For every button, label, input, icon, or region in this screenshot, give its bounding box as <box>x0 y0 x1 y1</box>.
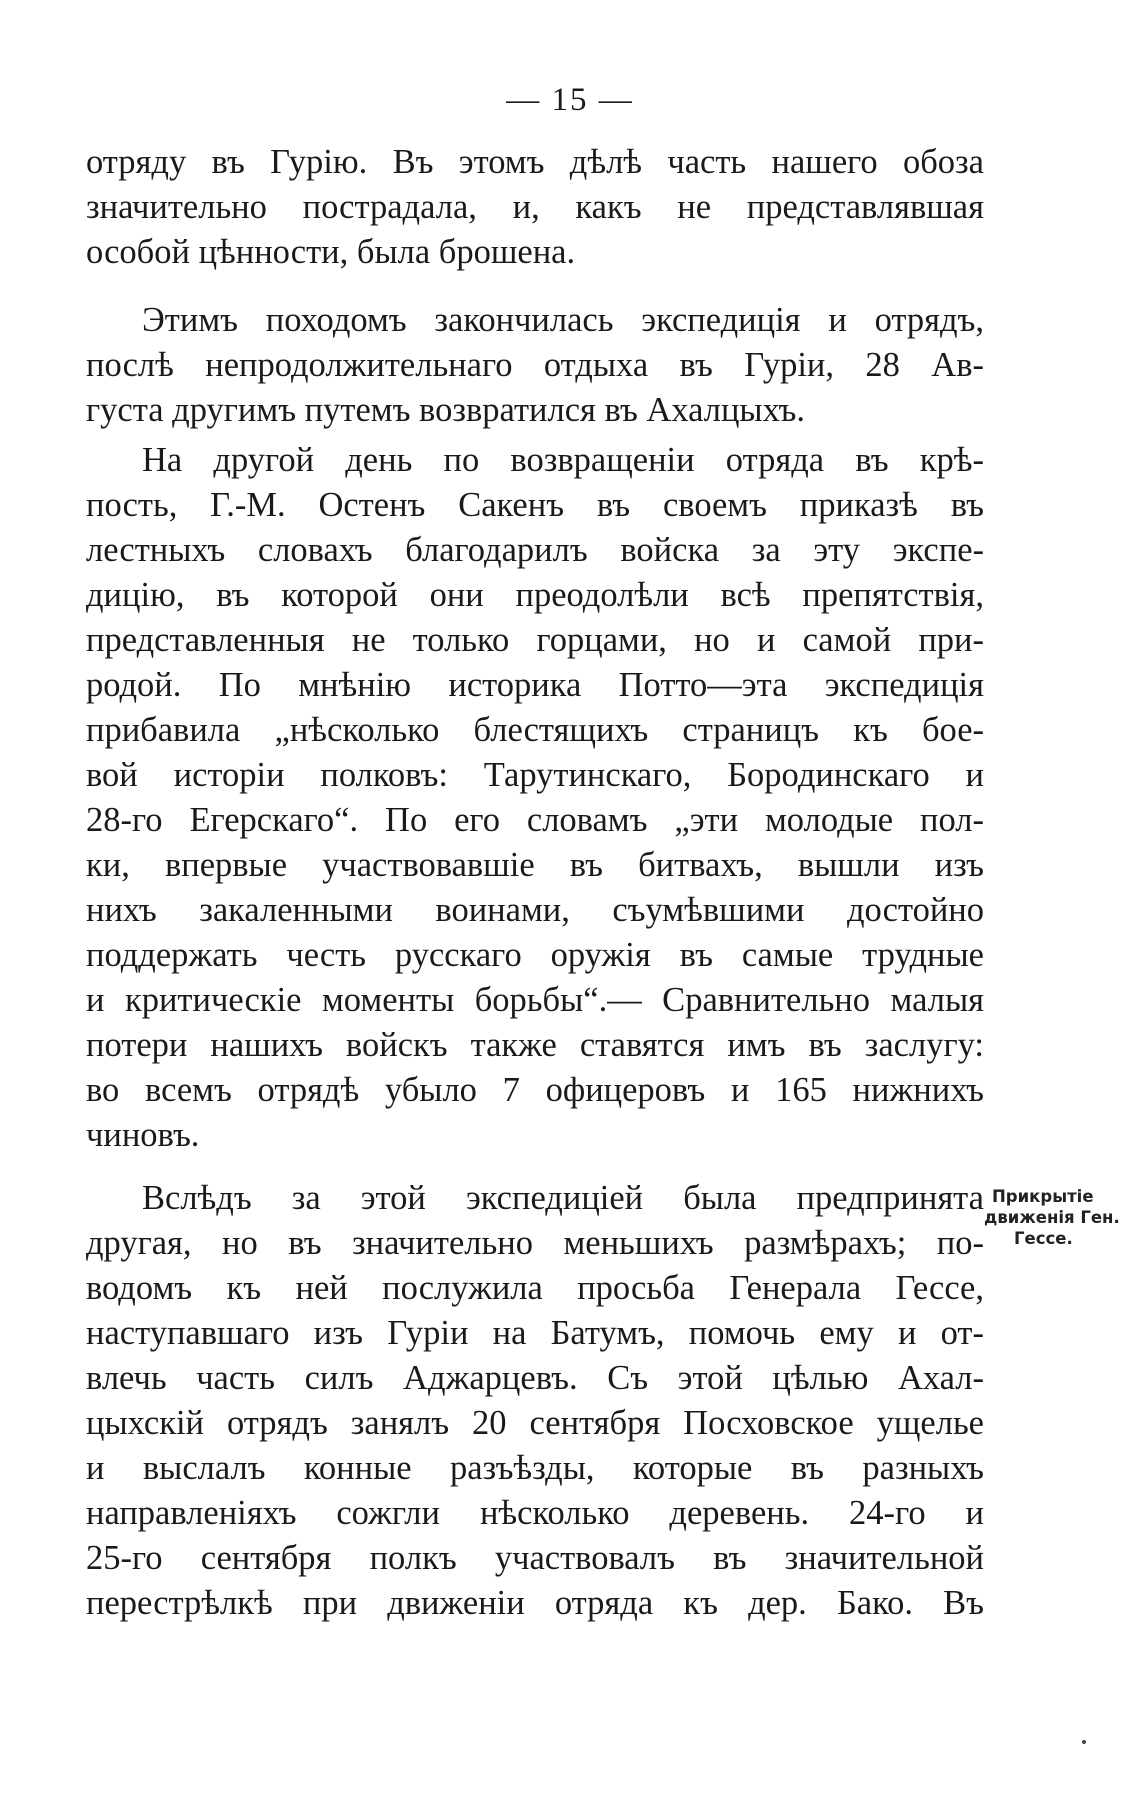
text-line: наступавшаго изъ Гуріи на Батумъ, помочь ему и от- <box>86 1314 984 1352</box>
margin-note-line: Гессе. <box>1014 1229 1073 1248</box>
text-line: На другой день по возвращеніи отряда въ крѣ- <box>142 441 984 479</box>
margin-note-line: Прикрытіе <box>992 1187 1094 1206</box>
text-line: густа другимъ путемъ возвратился въ Ахалцыхъ. <box>86 391 805 429</box>
text-line: 28-го Егерскаго“. По его словамъ „эти молодые пол- <box>86 801 984 839</box>
text-line: другая, но въ значительно меньшихъ размѣрахъ; по- <box>86 1224 984 1262</box>
text-line: отряду въ Гурію. Въ этомъ дѣлѣ часть нашего обоза <box>86 143 984 181</box>
paragraph-1 <box>86 140 984 275</box>
text-line: Вслѣдъ за этой экспедиціей была предпринята <box>142 1179 984 1217</box>
text-line: значительно пострадала, и, какъ не представлявшая <box>86 188 984 226</box>
text-line: пость, Г.-М. Остенъ Сакенъ въ своемъ приказѣ въ <box>86 486 984 524</box>
text-line: родой. По мнѣнію историка Потто—эта экспедиція <box>86 666 984 704</box>
text-line: вой исторіи полковъ: Тарутинскаго, Бородинскаго и <box>86 756 984 794</box>
text-line: лестныхъ словахъ благодарилъ войска за эту экспе- <box>86 531 984 569</box>
text-line: поддержать честь русскаго оружія въ самые трудные <box>86 936 984 974</box>
text-line: перестрѣлкѣ при движеніи отряда къ дер. Бако. Въ <box>86 1584 984 1622</box>
text-line: цыхскій отрядъ занялъ 20 сентября Посховское ущелье <box>86 1404 984 1442</box>
scan-speck <box>1082 1740 1086 1744</box>
text-line: прибавила „нѣсколько блестящихъ страницъ къ бое- <box>86 711 984 749</box>
text-line: и выслалъ конные разъѣзды, которые въ разныхъ <box>86 1449 984 1487</box>
text-line: влечь часть силъ Аджарцевъ. Съ этой цѣлью Ахал- <box>86 1359 984 1397</box>
paragraph-2 <box>86 298 984 433</box>
text-line: дицію, въ которой они преодолѣли всѣ препятствія, <box>86 576 984 614</box>
text-line: водомъ къ ней послужила просьба Генерала Гессе, <box>86 1269 984 1307</box>
text-line: Этимъ походомъ закончилась экспедиція и отрядъ, <box>142 301 984 339</box>
text-line: направленіяхъ сожгли нѣсколько деревень. 24-го и <box>86 1494 984 1532</box>
text-line: ки, впервые участвовавшіе въ битвахъ, вышли изъ <box>86 846 984 884</box>
margin-note <box>984 1186 1132 1249</box>
paragraph-3 <box>86 438 984 1158</box>
page-number: — 15 — <box>506 82 634 118</box>
text-line: послѣ непродолжительнаго отдыха въ Гуріи, 28 Ав- <box>86 346 984 384</box>
text-line: и критическіе моменты борьбы“.— Сравнительно малыя <box>86 981 984 1019</box>
text-line: чиновъ. <box>86 1116 200 1154</box>
text-line: представленныя не только горцами, но и самой при- <box>86 621 984 659</box>
margin-note-line: движенія Ген. <box>984 1208 1120 1227</box>
text-line: особой цѣнности, была брошена. <box>86 233 576 271</box>
text-line: во всемъ отрядѣ убыло 7 офицеровъ и 165 нижнихъ <box>86 1071 984 1109</box>
text-line: потери нашихъ войскъ также ставятся имъ въ заслугу: <box>86 1026 984 1064</box>
text-line: 25-го сентября полкъ участвовалъ въ значительной <box>86 1539 984 1577</box>
text-line: нихъ закаленными воинами, съумѣвшими достойно <box>86 891 984 929</box>
paragraph-4 <box>86 1176 984 1626</box>
